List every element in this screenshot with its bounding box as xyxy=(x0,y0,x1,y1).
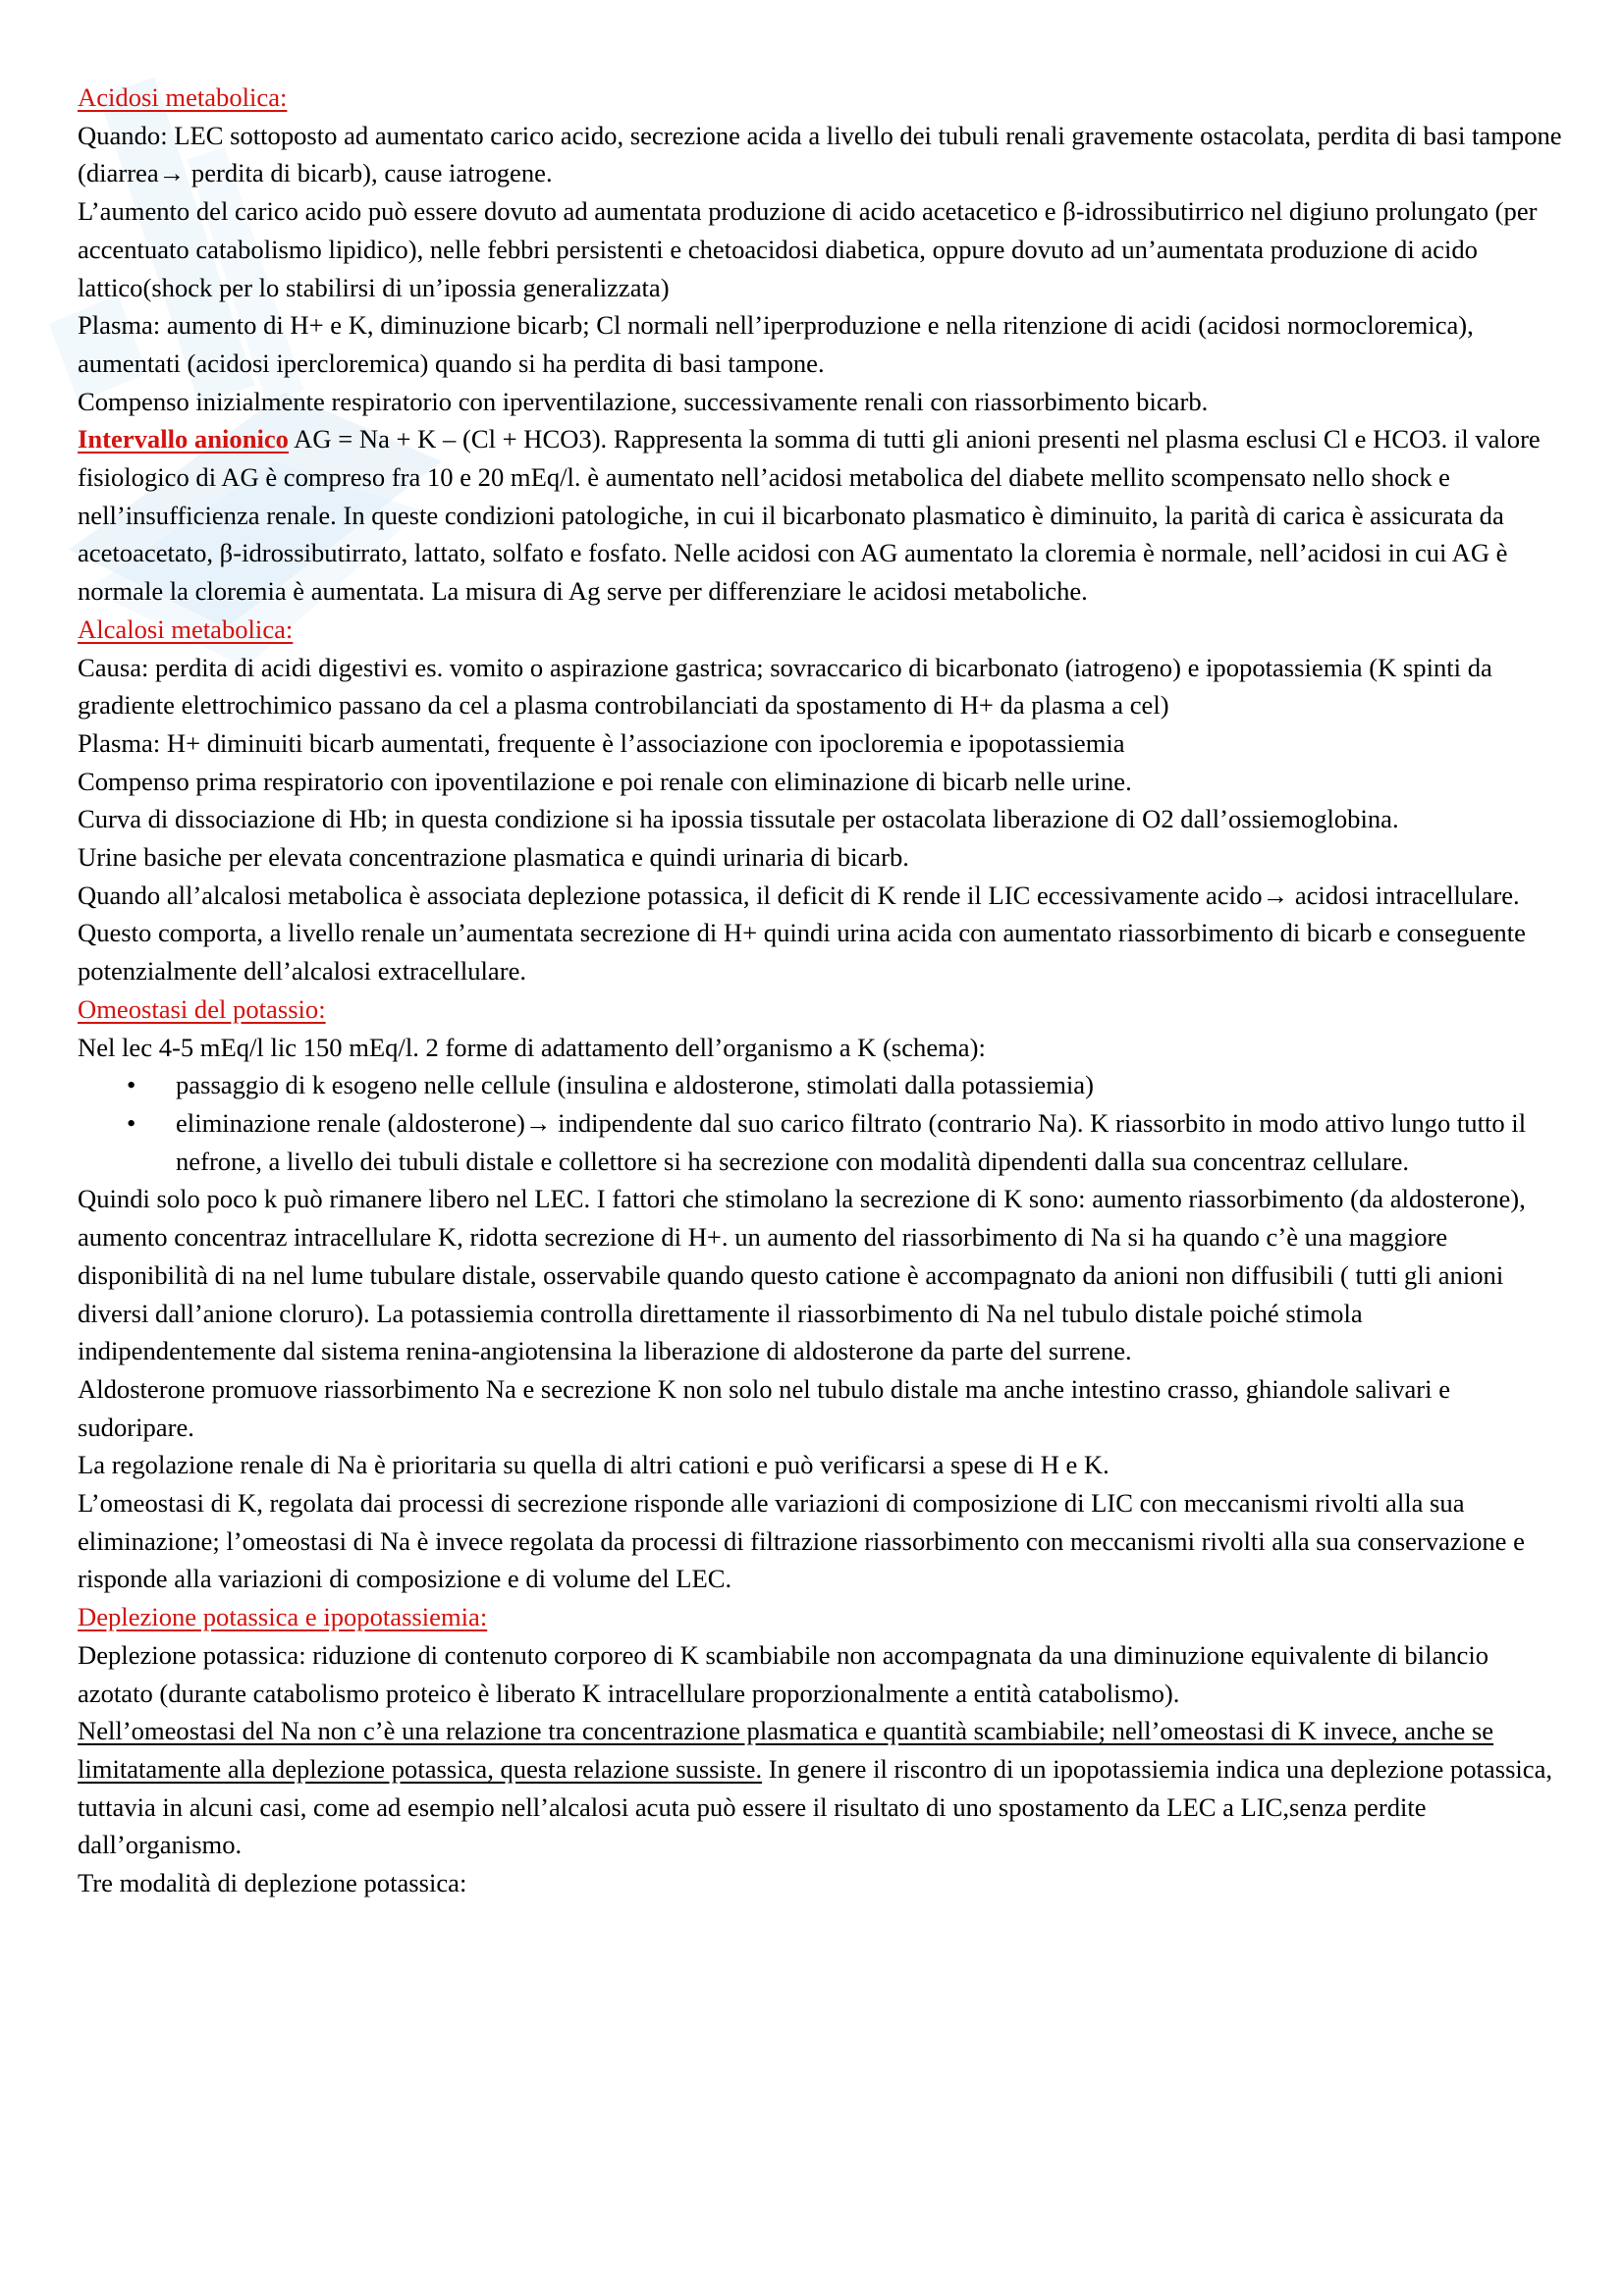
paragraph: Tre modalità di deplezione potassica: xyxy=(78,1868,467,1898)
anion-gap-text: AG = Na + K – (Cl + HCO3). Rappresenta la somma di tutti gli anioni presenti nel plasma esclusi Cl e HCO3. il valore fisiologico di AG è compreso fra 10 e 20 mEq/l. è aumentato nell’acidosi metabolica del diabete mellito scompensato nello shock e nell’insufficienza renale. In queste condizioni patologiche, in cui il bicarbonato plasmatico è diminuito, la parità di carica è assicurata da acetoacetato, β-idrossibutirrato, lattato, solfato e fosfato. Nelle acidosi con AG aumentato la cloremia è normale, nell’acidosi in cui AG è normale la cloremia è aumentata. La misura di Ag serve per differenziare le acidosi metaboliche. xyxy=(78,424,1541,607)
paragraph: L’aumento del carico acido può essere dovuto ad aumentata produzione di acido acetacetico e β-idrossibutirrico nel digiuno prolungato (per accentuato catabolismo lipidico), nelle febbri persistenti e chetoacidosi diabetica, oppure dovuto ad un’aumentata produzione di acido lattico(shock per lo stabilirsi di un’ipossia generalizzata) xyxy=(78,196,1538,302)
paragraph: Plasma: aumento di H+ e K, diminuzione bicarb; Cl normali nell’iperproduzione e nella ritenzione di acidi (acidosi normocloremica), aumentati (acidosi ipercloremica) quando si ha perdita di basi tampone. xyxy=(78,310,1474,378)
bullet-icon: • xyxy=(127,1070,136,1100)
paragraph: L’omeostasi di K, regolata dai processi di secrezione risponde alle variazioni di composizione di LIC con meccanismi rivolti alla sua eliminazione; l’omeostasi di Na è invece regolata da processi di filtrazione riassorbimento con meccanismi rivolti alla sua conservazione e risponde alla variazioni di composizione e di volume del LEC. xyxy=(78,1488,1525,1594)
paragraph: Quando all’alcalosi metabolica è associata deplezione potassica, il deficit di K rende il LIC eccessivamente acido→ acidosi intracellulare. Questo comporta, a livello renale un’aumentata secrezione di H+ quindi urina acida con aumentato riassorbimento di bicarb e conseguente potenzialmente dell’alcalosi extracellulare. xyxy=(78,880,1526,987)
heading-deplezione-potassica: Deplezione potassica e ipopotassiemia: xyxy=(78,1602,488,1632)
paragraph: Quindi solo poco k può rimanere libero nel LEC. I fattori che stimolano la secrezione di K sono: aumento riassorbimento (da aldosterone), aumento concentraz intracellulare K, ridotta secrezione di H+. un aumento del riassorbimento di Na si ha quando c’è una maggiore disponibilità di na nel lume tubulare distale, osservabile quando questo catione è accompagnato da anioni non diffusibili ( tutti gli anioni diversi dall’anione cloruro). La potassiemia controlla direttamente il riassorbimento di Na nel tubulo distale poiché stimola indipendentemente dal sistema renina-angiotensina la liberazione di aldosterone da parte del surrene. xyxy=(78,1184,1526,1366)
heading-acidosi-metabolica: Acidosi metabolica: xyxy=(78,82,288,112)
bullet-list xyxy=(78,1066,1565,1180)
list-item xyxy=(78,1066,1565,1104)
paragraph: Curva di dissociazione di Hb; in questa condizione si ha ipossia tissutale per ostacolata liberazione di O2 dall’ossiemoglobina. xyxy=(78,804,1399,834)
paragraph-rest: In genere il riscontro di un ipopotassiemia indica una deplezione potassica, tuttavia in alcuni casi, come ad esempio nell’alcalosi acuta può essere il risultato di uno spostamento da LEC a LIC,senza perdite dall’organismo. xyxy=(78,1753,1553,1860)
paragraph: Compenso inizialmente respiratorio con iperventilazione, successivamente renali con riassorbimento bicarb. xyxy=(78,386,1209,416)
paragraph: Nel lec 4-5 mEq/l lic 150 mEq/l. 2 forme di adattamento dell’organismo a K (schema): xyxy=(78,1032,986,1062)
list-item xyxy=(78,1104,1565,1180)
paragraph: Aldosterone promuove riassorbimento Na e secrezione K non solo nel tubulo distale ma anche intestino crasso, ghiandole salivari e sudoripare. xyxy=(78,1373,1451,1442)
paragraph: Plasma: H+ diminuiti bicarb aumentati, frequente è l’associazione con ipocloremia e ipopotassiemia xyxy=(78,727,1125,758)
bullet-icon: • xyxy=(127,1107,136,1138)
list-item-text: eliminazione renale (aldosterone)→ indipendente dal suo carico filtrato (contrario Na). K riassorbito in modo attivo lungo tutto il nefrone, a livello dei tubuli distale e collettore si ha secrezione con modalità dipendenti dalla sua concentraz cellulare. xyxy=(176,1107,1527,1176)
list-item-text: passaggio di k esogeno nelle cellule (insulina e aldosterone, stimolati dalla potassiemia) xyxy=(176,1070,1094,1100)
paragraph: Deplezione potassica: riduzione di contenuto corporeo di K scambiabile non accompagnata da una diminuzione equivalente di bilancio azotato (durante catabolismo proteico è liberato K intracellulare proporzionalmente a entità catabolismo). xyxy=(78,1639,1489,1708)
heading-omeostasi-potassio: Omeostasi del potassio: xyxy=(78,993,326,1024)
paragraph: La regolazione renale di Na è prioritaria su quella di altri cationi e può verificarsi a spese di H e K. xyxy=(78,1450,1109,1480)
paragraph: Compenso prima respiratorio con ipoventilazione e poi renale con eliminazione di bicarb nelle urine. xyxy=(78,766,1132,796)
document-content xyxy=(78,79,1565,1902)
paragraph: Causa: perdita di acidi digestivi es. vomito o aspirazione gastrica; sovraccarico di bicarbonato (iatrogeno) e ipopotassiemia (K spinti da gradiente elettrochimico passano da cel a plasma controbilanciati da spostamento di H+ da plasma a cel) xyxy=(78,652,1492,721)
paragraph: Urine basiche per elevata concentrazione plasmatica e quindi urinaria di bicarb. xyxy=(78,842,909,873)
paragraph: Quando: LEC sottoposto ad aumentato carico acido, secrezione acida a livello dei tubuli renali gravemente ostacolata, perdita di basi tampone (diarrea→ perdita di bicarb), cause iatrogene. xyxy=(78,120,1562,188)
paragraph-na-k-relation xyxy=(78,1712,1565,1864)
heading-intervallo-anionico: Intervallo anionico xyxy=(78,424,289,454)
heading-alcalosi-metabolica: Alcalosi metabolica: xyxy=(78,614,294,644)
underlined-text: Nell’omeostasi del Na non c’è una relazione tra concentrazione plasmatica e quantità scambiabile; nell’omeostasi di K invece, anche se limitatamente alla deplezione potassica, questa relazione sussiste. xyxy=(78,1716,1494,1784)
paragraph-anion-gap xyxy=(78,420,1565,611)
